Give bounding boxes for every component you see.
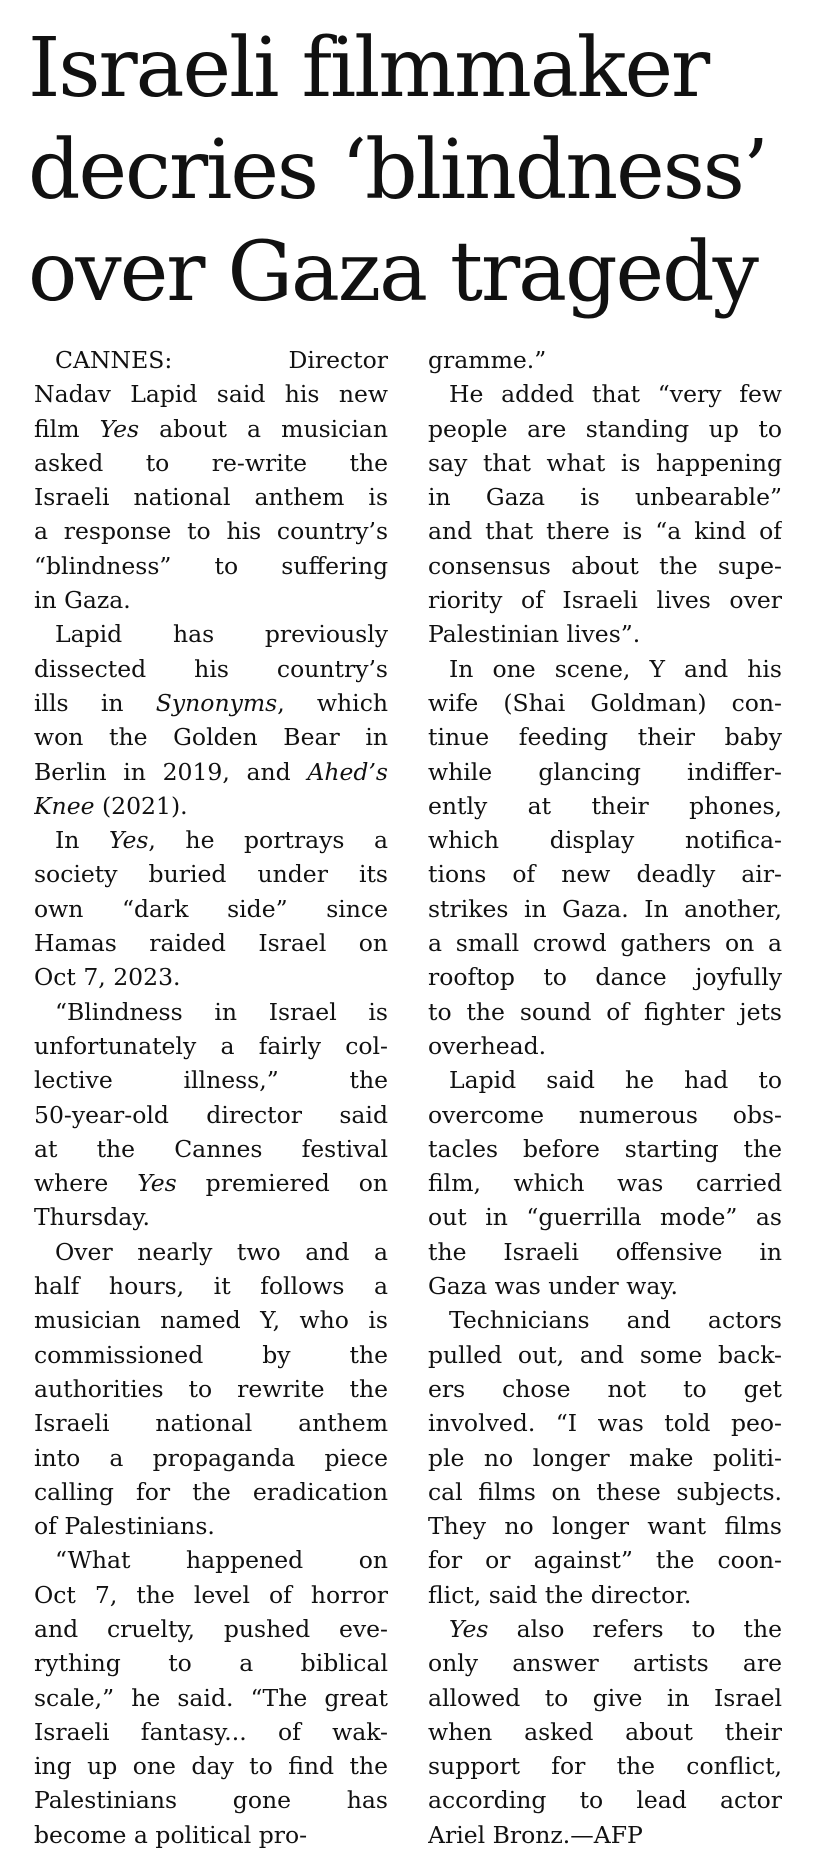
article-line: overcome numerous obs- bbox=[428, 1100, 782, 1129]
article-line: won the Golden Bear in bbox=[34, 723, 388, 752]
article-line: gramme.” bbox=[428, 346, 547, 374]
article-line: Berlin in 2019, and Ahed’s bbox=[34, 757, 388, 786]
article-line: film Yes about a musician bbox=[34, 414, 388, 443]
article-line: consensus about the supe- bbox=[428, 551, 782, 580]
article-line: Lapid said he had to bbox=[449, 1066, 782, 1095]
article-line: Gaza was under way. bbox=[428, 1272, 678, 1301]
article-line: own “dark side” since bbox=[34, 894, 388, 923]
article-line: of Palestinians. bbox=[34, 1512, 215, 1541]
article-paragraph bbox=[428, 1063, 782, 1303]
article-line: flict, said the director. bbox=[428, 1580, 692, 1609]
article-line: say that what is happening bbox=[428, 448, 782, 477]
article-line: ills in Synonyms, which bbox=[34, 688, 388, 717]
article-line: Oct 7, 2023. bbox=[34, 963, 181, 992]
headline bbox=[28, 18, 808, 324]
article-line: asked to re-write the bbox=[34, 448, 388, 477]
article-line: at the Cannes festival bbox=[34, 1134, 388, 1163]
article-line: become a political pro- bbox=[34, 1820, 308, 1849]
article-line: ers chose not to get bbox=[428, 1374, 782, 1403]
headline-line: over Gaza tragedy bbox=[28, 225, 757, 320]
article-line: ing up one day to find the bbox=[34, 1752, 388, 1781]
article-line: a response to his country’s bbox=[34, 517, 388, 546]
article-paragraph bbox=[428, 1303, 782, 1612]
article-line: and cruelty, pushed eve- bbox=[34, 1614, 388, 1643]
article-line: cal films on these subjects. bbox=[428, 1477, 782, 1506]
article-line: according to lead actor bbox=[428, 1786, 782, 1815]
article-line: “blindness” to suffering bbox=[34, 551, 388, 580]
article-paragraph bbox=[34, 823, 388, 994]
article-line: a small crowd gathers on a bbox=[428, 929, 782, 958]
article-line: strikes in Gaza. In another, bbox=[428, 894, 782, 923]
article-line: 50-year-old director said bbox=[34, 1100, 388, 1129]
article-line: and that there is “a kind of bbox=[428, 517, 782, 546]
article-line: Ariel Bronz.—AFP bbox=[428, 1820, 643, 1849]
article-line: Palestinians gone has bbox=[34, 1786, 388, 1815]
article-line: out in “guerrilla mode” as bbox=[428, 1203, 782, 1232]
article-line: wife (Shai Goldman) con- bbox=[428, 688, 782, 717]
article-paragraph bbox=[34, 1543, 388, 1852]
article-paragraph bbox=[34, 1235, 388, 1544]
article-line: Yes also refers to the bbox=[449, 1614, 782, 1643]
article-line: in Gaza is unbearable” bbox=[428, 483, 782, 512]
article-line: Lapid has previously bbox=[55, 620, 388, 649]
article-line: film, which was carried bbox=[428, 1169, 782, 1198]
article-paragraph bbox=[428, 343, 782, 377]
article-line: involved. “I was told peo- bbox=[428, 1409, 782, 1438]
article-column-left bbox=[34, 343, 388, 1852]
article-line: overhead. bbox=[428, 1031, 547, 1060]
article-paragraph bbox=[428, 1612, 782, 1852]
article-line: Hamas raided Israel on bbox=[34, 929, 388, 958]
article-line: authorities to rewrite the bbox=[34, 1374, 388, 1403]
article-line: Palestinian lives”. bbox=[428, 620, 641, 649]
article-line: Israeli national anthem bbox=[34, 1409, 388, 1438]
article-line: half hours, it follows a bbox=[34, 1272, 388, 1301]
headline-line: decries ‘blindness’ bbox=[28, 123, 767, 218]
article-line: when asked about their bbox=[428, 1717, 782, 1746]
article-line: unfortunately a fairly col- bbox=[34, 1031, 388, 1060]
article-line: riority of Israeli lives over bbox=[428, 586, 782, 615]
article-line: the Israeli offensive in bbox=[428, 1237, 782, 1266]
article-line: pulled out, and some back- bbox=[428, 1340, 782, 1369]
article-paragraph bbox=[34, 995, 388, 1235]
headline-line: Israeli filmmaker bbox=[28, 21, 709, 116]
article-line: commissioned by the bbox=[34, 1340, 388, 1369]
article-line: support for the conflict, bbox=[428, 1752, 782, 1781]
article-line: Technicians and actors bbox=[449, 1306, 782, 1335]
article-line: In one scene, Y and his bbox=[449, 654, 782, 683]
article-line: people are standing up to bbox=[428, 414, 782, 443]
article-line: CANNES: Director bbox=[55, 346, 388, 374]
article-line: in Gaza. bbox=[34, 586, 131, 615]
article-line: ple no longer make politi- bbox=[428, 1443, 782, 1472]
article-line: ently at their phones, bbox=[428, 791, 782, 820]
article-line: dissected his country’s bbox=[34, 654, 388, 683]
article-line: “What happened on bbox=[55, 1546, 388, 1575]
article-line: tions of new deadly air- bbox=[428, 860, 782, 889]
article-line: which display notifica- bbox=[428, 826, 782, 855]
article-line: rooftop to dance joyfully bbox=[428, 963, 782, 992]
article-line: scale,” he said. “The great bbox=[34, 1683, 388, 1712]
article-line: to the sound of fighter jets bbox=[428, 997, 782, 1026]
article-paragraph bbox=[34, 343, 388, 617]
article-line: calling for the eradication bbox=[34, 1477, 388, 1506]
article-paragraph bbox=[34, 617, 388, 823]
article-line: tacles before starting the bbox=[428, 1134, 782, 1163]
article-line: only answer artists are bbox=[428, 1649, 782, 1678]
article-line: Oct 7, the level of horror bbox=[34, 1580, 388, 1609]
article-line: society buried under its bbox=[34, 860, 388, 889]
article-paragraph bbox=[428, 652, 782, 1064]
article-line: rything to a biblical bbox=[34, 1649, 388, 1678]
article-paragraph bbox=[428, 377, 782, 651]
article-line: Israeli fantasy... of wak- bbox=[34, 1717, 388, 1746]
article-line: into a propaganda piece bbox=[34, 1443, 388, 1472]
article-line: while glancing indiffer- bbox=[428, 757, 782, 786]
article-line: where Yes premiered on bbox=[34, 1169, 388, 1198]
article-line: Thursday. bbox=[34, 1203, 150, 1232]
article-line: for or against” the coon- bbox=[428, 1546, 782, 1575]
article-line: Nadav Lapid said his new bbox=[34, 380, 388, 409]
article-line: Knee (2021). bbox=[34, 791, 188, 820]
article-line: musician named Y, who is bbox=[34, 1306, 388, 1335]
article-column-right bbox=[428, 343, 782, 1852]
article-line: They no longer want films bbox=[428, 1512, 782, 1541]
article-line: allowed to give in Israel bbox=[428, 1683, 782, 1712]
article-line: lective illness,” the bbox=[34, 1066, 388, 1095]
article-line: “Blindness in Israel is bbox=[55, 997, 388, 1026]
article-line: Israeli national anthem is bbox=[34, 483, 388, 512]
article-line: Over nearly two and a bbox=[55, 1237, 388, 1266]
article-line: He added that “very few bbox=[449, 380, 782, 409]
article-line: tinue feeding their baby bbox=[428, 723, 782, 752]
article-line: In Yes, he portrays a bbox=[55, 826, 388, 855]
